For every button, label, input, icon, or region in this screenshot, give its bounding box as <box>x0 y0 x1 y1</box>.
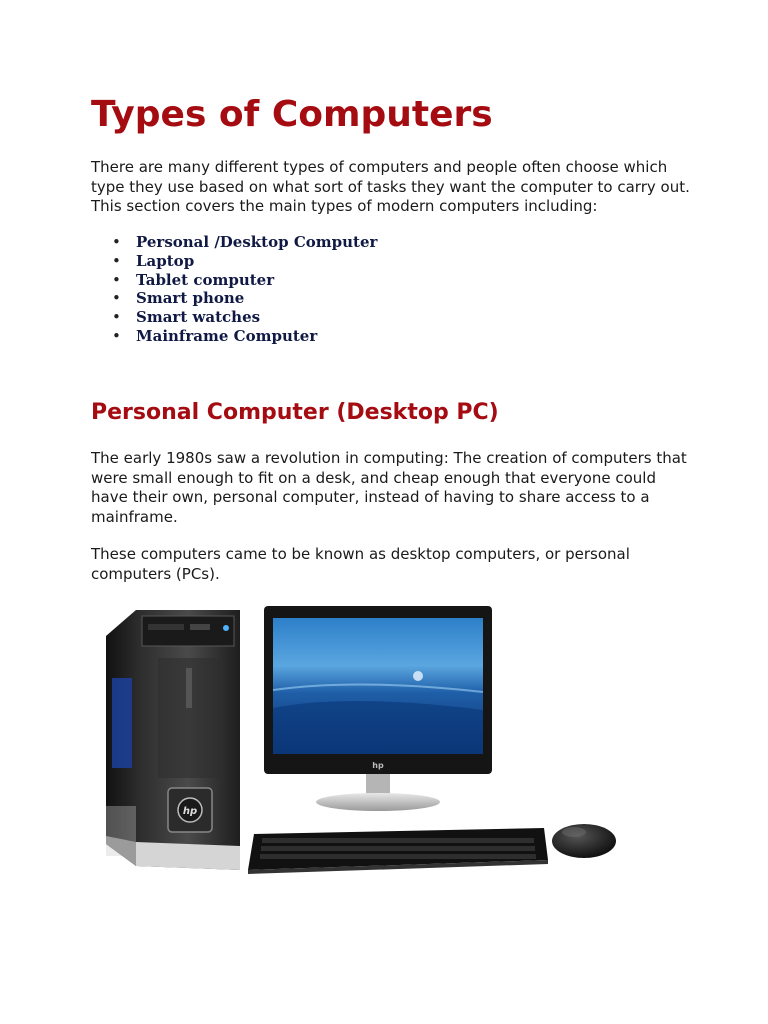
bullet-icon: • <box>112 308 121 327</box>
pc-mouse <box>552 824 616 858</box>
section-paragraph-2: These computers came to be known as desktop computers, or personal computers (PCs). <box>91 545 630 583</box>
list-item-text: Laptop <box>136 251 195 270</box>
intro-paragraph: There are many different types of computers and people often choose which type they use based on what sort of tasks they want the computer to carry out. This section covers the main types of modern computers including: <box>91 158 690 215</box>
list-item-text: Tablet computer <box>136 270 275 289</box>
list-item-text: Smart phone <box>136 289 245 308</box>
list-item-text: Smart watches <box>136 308 261 327</box>
list-item <box>91 252 377 271</box>
bullet-icon: • <box>112 233 121 251</box>
list-item <box>91 327 377 346</box>
computer-types-list <box>91 233 377 346</box>
desktop-pc-illustration <box>98 598 628 890</box>
list-item <box>91 271 377 290</box>
list-item <box>91 289 377 308</box>
list-item-text: Personal /Desktop Computer <box>136 233 378 251</box>
pc-tower <box>106 610 240 870</box>
section-heading: Personal Computer (Desktop PC) <box>91 400 499 425</box>
page-title: Types of Computers <box>91 94 493 135</box>
pc-monitor <box>264 606 492 811</box>
pc-keyboard <box>248 828 548 874</box>
list-item <box>91 308 377 327</box>
bullet-icon: • <box>112 326 121 345</box>
bullet-icon: • <box>112 270 121 289</box>
keyboard-keys <box>260 838 536 859</box>
hp-logo-icon: hp <box>182 806 198 817</box>
section-paragraph-1: The early 1980s saw a revolution in computing: The creation of computers that were small enough to fit on a desk, and cheap enough that everyone could have their own, personal computer, instead of having to share access to a mainframe. <box>91 449 687 526</box>
hp-logo-icon: hp <box>372 761 384 770</box>
list-item <box>91 233 377 252</box>
list-item-text: Mainframe Computer <box>136 326 318 345</box>
bullet-icon: • <box>112 289 121 308</box>
bullet-icon: • <box>112 251 121 270</box>
